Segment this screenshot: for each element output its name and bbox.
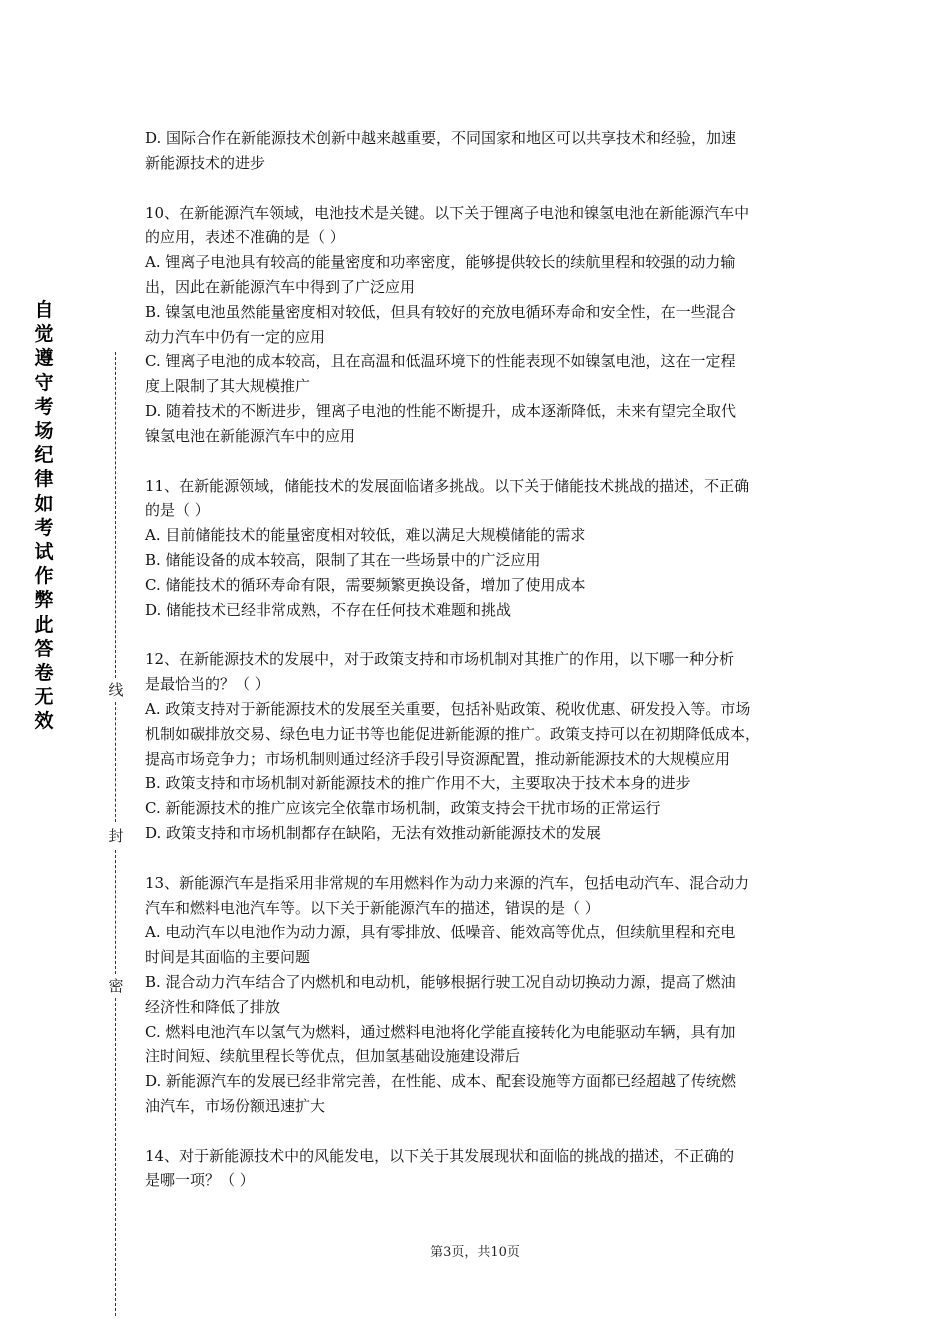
option-a: A. 电动汽车以电池作为动力源，具有零排放、低噪音、能效高等优点，但续航里程和充电: [145, 923, 736, 942]
option-b: 动力汽车中仍有一定的应用: [145, 327, 326, 346]
option-a: A. 目前储能技术的能量密度相对较低，难以满足大规模储能的需求: [145, 526, 586, 545]
seal-char-line: 线: [106, 680, 126, 700]
exam-discipline-notice: 自觉遵守考场纪律如考试作弊此答卷无效: [34, 299, 54, 733]
question-content: [145, 126, 817, 1193]
option-d: 油汽车，市场份额迅速扩大: [145, 1096, 326, 1115]
option-a: 时间是其面临的主要问题: [145, 948, 311, 967]
question-stem: 10、在新能源汽车领域，电池技术是关键。以下关于锂离子电池和镍氢电池在新能源汽车中: [145, 203, 750, 222]
question-block-11: [145, 474, 817, 623]
question-stem: 是最恰当的？（ ）: [145, 675, 270, 694]
seal-char-secret: 密: [106, 976, 126, 996]
page-number: 第3页，共10页: [430, 1245, 520, 1260]
text-line: 新能源技术的进步: [145, 153, 266, 172]
question-block-14: [145, 1144, 817, 1194]
binding-line-segment: [115, 702, 116, 822]
question-block-12: [145, 647, 817, 845]
option-d: D. 随着技术的不断进步，锂离子电池的性能不断提升，成本逐渐降低，未来有望完全取代: [145, 401, 737, 420]
question-stem: 12、在新能源技术的发展中，对于政策支持和市场机制对其推广的作用，以下哪一种分析: [145, 650, 735, 669]
option-a: A. 锂离子电池具有较高的能量密度和功率密度，能够提供较长的续航里程和较强的动力输: [145, 253, 736, 272]
option-c: C. 燃料电池汽车以氢气为燃料，通过燃料电池将化学能直接转化为电能驱动车辆，具有加: [145, 1022, 736, 1041]
question-stem: 的应用，表述不准确的是（ ）: [145, 228, 345, 247]
binding-line-segment: [115, 850, 116, 974]
text-line: D. 国际合作在新能源技术创新中越来越重要，不同国家和地区可以共享技术和经验，加速: [145, 129, 737, 147]
option-a: A. 政策支持对于新能源技术的发展至关重要，包括补贴政策、税收优惠、研发投入等。市场: [145, 699, 751, 718]
option-a: 机制如碳排放交易、绿色电力证书等也能促进新能源的推广。政策支持可以在初期降低成本，: [145, 724, 761, 743]
binding-line-segment: [115, 352, 116, 678]
binding-line-segment: [115, 998, 116, 1316]
option-b: B. 混合动力汽车结合了内燃机和电动机，能够根据行驶工况自动切换动力源，提高了燃油: [145, 972, 736, 991]
question-stem: 汽车和燃料电池汽车等。以下关于新能源汽车的描述，错误的是（ ）: [145, 898, 600, 917]
option-c: C. 锂离子电池的成本较高，且在高温和低温环境下的性能表现不如镍氢电池，这在一定程: [145, 352, 736, 371]
option-b: B. 政策支持和市场机制对新能源技术的推广作用不大，主要取决于技术本身的进步: [145, 774, 691, 793]
option-c: C. 储能技术的循环寿命有限，需要频繁更换设备，增加了使用成本: [145, 575, 586, 594]
option-d: D. 新能源汽车的发展已经非常完善，在性能、成本、配套设施等方面都已经超越了传统燃: [145, 1072, 737, 1091]
option-d: 镍氢电池在新能源汽车中的应用: [145, 426, 356, 445]
option-c: 度上限制了其大规模推广: [145, 377, 311, 396]
option-b: 经济性和降低了排放: [145, 997, 281, 1016]
question-block-9-option-d: [145, 126, 817, 176]
option-d: D. 政策支持和市场机制都存在缺陷，无法有效推动新能源技术的发展: [145, 823, 602, 842]
question-stem: 14、对于新能源技术中的风能发电，以下关于其发展现状和面临的挑战的描述，不正确的: [145, 1146, 735, 1165]
question-stem: 的是（ ）: [145, 501, 210, 520]
option-d: D. 储能技术已经非常成熟，不存在任何技术难题和挑战: [145, 600, 512, 619]
option-a: 提高市场竞争力；市场机制则通过经济手段引导资源配置，推动新能源技术的大规模应用: [145, 749, 731, 768]
question-stem: 13、新能源汽车是指采用非常规的车用燃料作为动力来源的汽车，包括电动汽车、混合动力: [145, 873, 750, 892]
option-a: 出，因此在新能源汽车中得到了广泛应用: [145, 277, 416, 296]
question-block-10: [145, 201, 817, 449]
question-block-13: [145, 871, 817, 1119]
option-c: 注时间短、续航里程长等优点，但加氢基础设施建设滞后: [145, 1047, 521, 1066]
question-stem: 是哪一项？（ ）: [145, 1171, 255, 1190]
seal-char-seal: 封: [106, 826, 126, 846]
option-b: B. 镍氢电池虽然能量密度相对较低，但具有较好的充放电循环寿命和安全性，在一些混合: [145, 302, 736, 321]
option-c: C. 新能源技术的推广应该完全依靠市场机制，政策支持会干扰市场的正常运行: [145, 799, 661, 818]
question-stem: 11、在新能源领域，储能技术的发展面临诸多挑战。以下关于储能技术挑战的描述，不正确: [145, 476, 750, 495]
option-b: B. 储能设备的成本较高，限制了其在一些场景中的广泛应用: [145, 550, 541, 569]
